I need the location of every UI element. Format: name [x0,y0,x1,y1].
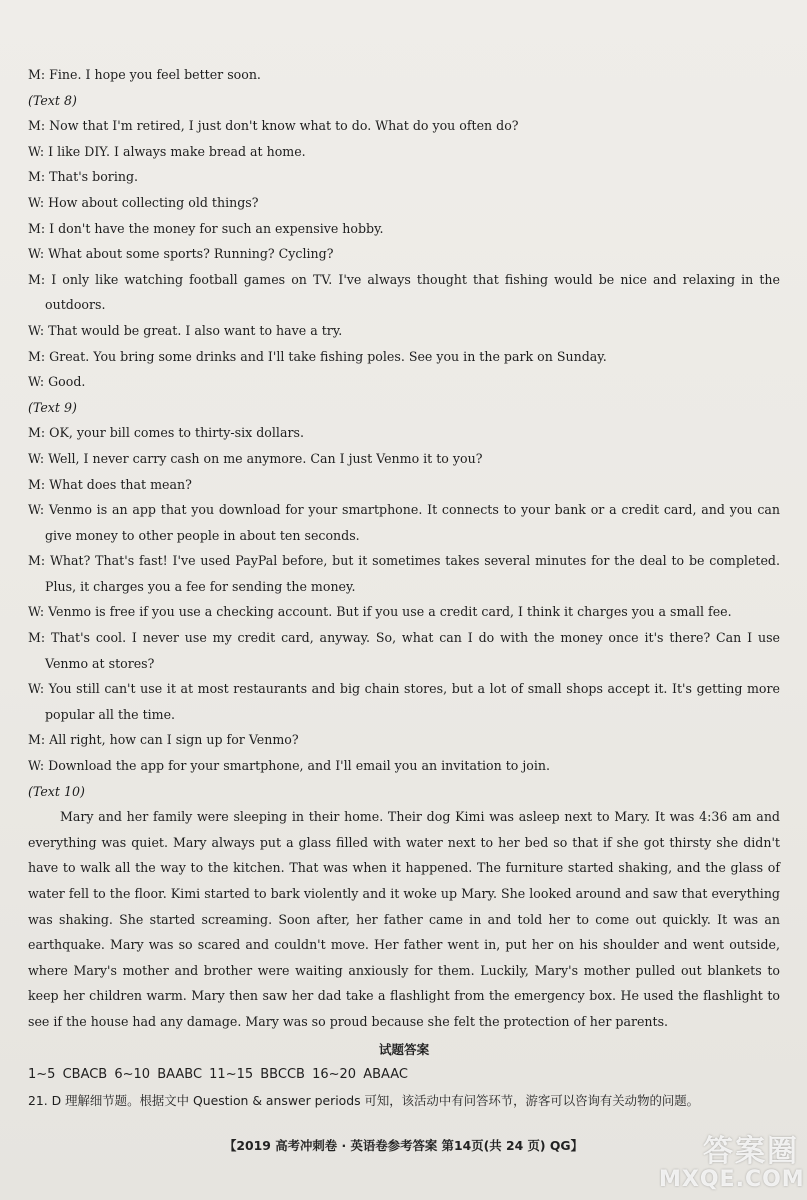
dialogue-line: M: I don't have the money for such an expensive hobby. [28,220,384,236]
page-footer: 【2019 高考冲刺卷 · 英语卷参考答案 第14页(共 24 页) QG】 [224,1138,583,1153]
dialogue-line: M: OK, your bill comes to thirty-six dollars. [28,425,304,441]
dialogue-line: M: What does that mean? [28,476,192,492]
dialogue-line: M: Now that I'm retired, I just don't know what to do. What do you often do? [28,118,519,134]
dialogue-line: W: Well, I never carry cash on me anymore. Can I just Venmo it to you? [28,450,483,466]
dialogue-line: W: Download the app for your smartphone, and I'll email you an invitation to join. [28,758,551,774]
dialogue-line: M: Great. You bring some drinks and I'll take fishing poles. See you in the park on Sunday. [28,348,607,364]
dialogue-line: W: What about some sports? Running? Cycling? [28,246,334,262]
dialogue-line: M: That's cool. I never use my credit card, anyway. So, what can I do with the money once it's there? Can I use Venmo at stores? [28,630,780,671]
dialogue-line: W: Good. [28,374,86,390]
text-9-dialogue [28,420,780,778]
answer-explanation-21: 21. D 理解细节题。根据文中 Question & answer periods 可知，该活动中有问答环节，游客可以咨询有关动物的问题。 [28,1092,700,1108]
watermark-logo [659,1134,805,1194]
text-8-dialogue [28,113,780,395]
document-content [28,62,780,1113]
watermark-cn: 答案圈 [703,1134,799,1169]
answer-key-line: 1~5 CBACB 6~10 BAABC 11~15 BBCCB 16~20 ABAAC [28,1067,408,1083]
text-9-label: (Text 9) [28,399,77,415]
text-10-paragraph: Mary and her family were sleeping in their home. Their dog Kimi was asleep next to Mary. It was 4:36 am and everything was quiet. Mary always put a glass filled with water next to her bed so that if she got thirsty she didn't have to walk all the way to the kitchen. That was when it happened. The furniture started shaking, and the glass of water fell to the floor. Kimi started to bark violently and it woke up Mary. She looked around and saw that everything was shaking. She started screaming. Soon after, her father came in and told her to come out quickly. It was an earthquake. Mary was so scared and couldn't move. Her father went in, put her on his shoulder and went outside, where Mary's mother and brother were waiting anxiously for them. Luckily, Mary's mother pulled out blankets to keep her children warm. Mary then saw her dad take a flashlight from the emergency box. He used the flashlight to see if the house had any damage. Mary was so proud because she felt the protection of her parents. [28,809,780,1029]
dialogue-line: W: How about collecting old things? [28,194,259,210]
dialogue-line: W: You still can't use it at most restaurants and big chain stores, but a lot of small shops accept it. It's getting more popular all the time. [28,681,780,722]
dialogue-line: M: All right, how can I sign up for Venmo? [28,732,299,748]
watermark-en: MXQE.COM [659,1167,805,1192]
dialogue-line: W: Venmo is an app that you download for your smartphone. It connects to your bank or a credit card, and you can give money to other people in about ten seconds. [28,502,780,543]
answers-title: 试题答案 [378,1041,430,1057]
dialogue-line: W: I like DIY. I always make bread at home. [28,143,306,159]
dialogue-line: M: Fine. I hope you feel better soon. [28,67,261,82]
dialogue-line: W: Venmo is free if you use a checking account. But if you use a credit card, I think it charges you a small fee. [28,604,732,620]
dialogue-line: M: What? That's fast! I've used PayPal before, but it sometimes takes several minutes for the deal to be completed. Plus, it charges you a fee for sending the money. [28,553,780,594]
dialogue-line: M: I only like watching football games on TV. I've always thought that fishing would be nice and relaxing in the outdoors. [28,271,780,313]
text-8-label: (Text 8) [28,92,77,108]
text-10-label: (Text 10) [28,783,85,799]
dialogue-line: M: That's boring. [28,169,139,185]
dialogue-line: W: That would be great. I also want to have a try. [28,322,343,338]
